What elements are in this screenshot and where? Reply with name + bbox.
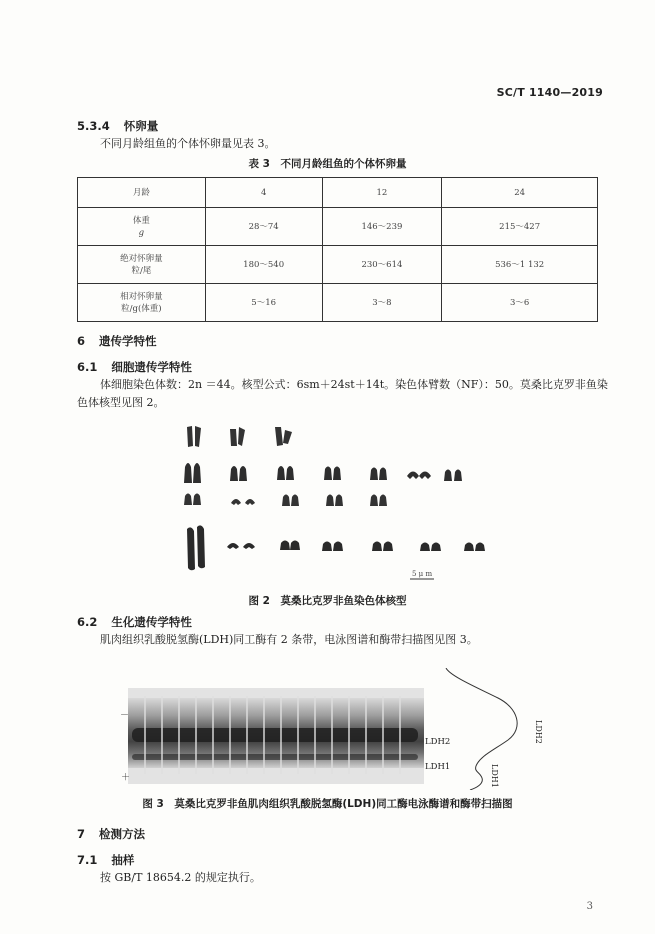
section-number: 7 — [77, 827, 86, 841]
section-number: 6.1 — [77, 360, 98, 374]
section-6-1-line-2: 色体核型见图 2。 — [77, 396, 165, 409]
table-cell: 5～16 — [205, 284, 322, 322]
cathode-minus-label: － — [120, 711, 130, 721]
header-cell-24: 24 — [442, 178, 598, 208]
header-cell-age: 月龄 — [78, 178, 206, 208]
chromosome-row-3 — [184, 494, 387, 507]
section-title: 抽样 — [111, 853, 135, 867]
band-label-ldh1: LDH1 — [425, 762, 451, 772]
row-label-main: 相对怀卵量 — [120, 291, 163, 302]
electrophoresis-gel — [128, 688, 424, 784]
standard-code-header: SC/T 1140—2019 — [496, 86, 603, 99]
row-label — [78, 246, 206, 284]
scan-peak-ldh1: LDH1 — [490, 764, 499, 788]
row-label-unit: 粒/g(体重) — [121, 303, 162, 314]
section-6-1-line-1: 体细胞染色体数：2n ＝44。核型公式：6sm＋24st＋14t。染色体臂数（NF）：50。莫桑比克罗非鱼染 — [100, 378, 608, 391]
table-cell: 28～74 — [205, 208, 322, 246]
header-cell-12: 12 — [322, 178, 442, 208]
section-title: 遗传学特性 — [99, 334, 157, 348]
table-cell: 230～614 — [322, 246, 442, 284]
section-title: 细胞遗传学特性 — [111, 360, 192, 374]
section-5-3-4-text: 不同月龄组鱼的个体怀卵量见表 3。 — [100, 137, 276, 150]
table-row — [78, 246, 598, 284]
karyotype-figure — [175, 421, 490, 583]
section-number: 5.3.4 — [77, 119, 110, 133]
figure-2-caption: 图 2 莫桑比克罗非鱼染色体核型 — [248, 595, 407, 607]
chromosome-pair-sm1 — [187, 426, 201, 447]
table-row — [78, 208, 598, 246]
table-3-caption: 表 3 不同月龄组鱼的个体怀卵量 — [248, 158, 407, 170]
table-row — [78, 284, 598, 322]
scale-bar-label: 5 μ m — [412, 570, 433, 578]
table-header-row — [78, 178, 598, 208]
table-3 — [77, 177, 598, 322]
section-5-3-4-heading — [77, 118, 158, 134]
section-6-2-text: 肌肉组织乳酸脱氢酶(LDH)同工酶有 2 条带，电泳图谱和酶带扫描图见图 3。 — [100, 633, 478, 646]
header-cell-4: 4 — [205, 178, 322, 208]
section-number: 6.2 — [77, 615, 98, 629]
row-label — [78, 208, 206, 246]
figure-3-caption: 图 3 莫桑比克罗非鱼肌肉组织乳酸脱氢酶(LDH)同工酶电泳酶谱和酶带扫描图 — [142, 798, 513, 810]
chromosome-row-4 — [187, 525, 485, 570]
table-cell: 3～8 — [322, 284, 442, 322]
section-7-1-heading — [77, 852, 134, 868]
page-number: 3 — [586, 901, 593, 912]
table-cell: 536～1 132 — [442, 246, 598, 284]
table-cell: 3～6 — [442, 284, 598, 322]
table-cell: 215～427 — [442, 208, 598, 246]
row-label-unit: g — [138, 227, 145, 238]
section-title: 怀卵量 — [123, 119, 159, 133]
table-cell: 180～540 — [205, 246, 322, 284]
anode-plus-label: ＋ — [121, 773, 131, 783]
section-title: 生化遗传学特性 — [111, 615, 192, 629]
section-6-1-heading — [77, 359, 192, 375]
section-6-2-heading — [77, 614, 192, 630]
chromosome-pair-sm3 — [275, 427, 292, 446]
chromosome-pair-sm2 — [230, 427, 245, 446]
section-number: 6 — [77, 334, 86, 348]
table-cell: 146～239 — [322, 208, 442, 246]
section-number: 7.1 — [77, 853, 98, 867]
section-title: 检测方法 — [99, 827, 146, 841]
section-7-1-text: 按 GB/T 18654.2 的规定执行。 — [100, 871, 261, 884]
chromosome-row-2 — [184, 463, 462, 483]
band-label-ldh2: LDH2 — [425, 737, 451, 747]
row-label — [78, 284, 206, 322]
section-7-heading — [77, 826, 145, 842]
row-label-unit: 粒/尾 — [131, 265, 152, 276]
row-label-main: 体重 — [132, 215, 150, 226]
scan-peak-ldh2: LDH2 — [534, 720, 543, 744]
row-label-main: 绝对怀卵量 — [120, 253, 163, 264]
section-6-heading — [77, 333, 157, 349]
